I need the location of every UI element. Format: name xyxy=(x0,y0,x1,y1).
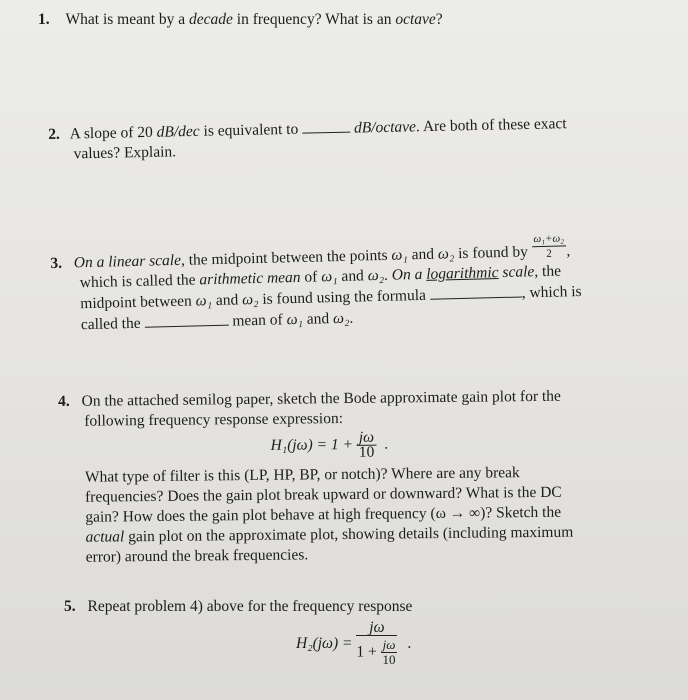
question-3-line-2: which is called the arithmetic mean of ω₁ and ω₂. On a logarithmic scale, the xyxy=(79,262,562,292)
question-4-line-7: error) around the break frequencies. xyxy=(85,546,309,566)
question-5-number: 5. xyxy=(64,598,76,615)
question-4-line-4: frequencies? Does the gain plot break upward or downward? What is the DC xyxy=(85,483,562,506)
question-2-number: 2. xyxy=(48,125,61,143)
answer-blank-mean-type[interactable] xyxy=(144,311,228,328)
answer-blank-formula[interactable] xyxy=(430,282,522,299)
question-3-line-1: 3. On a linear scale, the midpoint between the points ω₁ and ω₂ is found by $\frac{\text{ω₁+ω₂}}{2}$ , xyxy=(50,232,571,273)
arithmetic-mean-fraction: $\frac{\text{ω₁+ω₂}}{2}$ xyxy=(531,231,566,261)
question-4-equation: H₁(jω) = 1 + $\frac{j\omega}{10}$ . xyxy=(270,428,389,461)
answer-blank-db-octave[interactable] xyxy=(302,118,350,134)
question-5-inner-fraction: $\frac{j\omega}{10}$ xyxy=(382,637,396,667)
question-2 xyxy=(48,113,567,165)
question-4-line-6: actual gain plot on the approximate plot, showing details (including maximum xyxy=(85,523,574,546)
question-4-line-1: 4. On the attached semilog paper, sketch the Bode approximate gain plot for the xyxy=(58,387,561,410)
question-4-line-5: gain? How does the gain plot behave at high frequency (ω → ∞)? Sketch the xyxy=(85,503,562,526)
question-5 xyxy=(64,597,412,667)
question-5-line-1: 5. Repeat problem 4) above for the frequency response xyxy=(64,598,413,615)
question-5-equation: H₂(jω) = jω 1 + $\frac{j\omega}{10}$ . xyxy=(296,619,412,667)
question-4-equation-fraction: $\frac{j\omega}{10}$ xyxy=(358,428,375,461)
question-3 xyxy=(50,232,582,336)
question-3-line-4: called the mean of ω₁ and ω₂. xyxy=(80,309,354,334)
question-2-line-1: 2. A slope of 20 dB/dec is equivalent to dB/octave. Are both of these exact xyxy=(48,115,567,143)
question-3-line-3: midpoint between ω₁ and ω₂ is found using the formula , which is xyxy=(80,283,582,313)
question-4-number: 4. xyxy=(58,392,70,410)
question-4-line-2: following frequency response expression: xyxy=(84,410,344,430)
question-5-equation-fraction: jω 1 + $\frac{j\omega}{10}$ xyxy=(356,619,396,667)
question-3-number: 3. xyxy=(50,254,63,273)
question-1-text: What is meant by a decade in frequency? What is an octave? xyxy=(65,11,443,28)
question-4 xyxy=(58,387,574,568)
question-1 xyxy=(38,10,443,30)
question-2-line-2: values? Explain. xyxy=(73,143,177,163)
question-4-line-3: What type of filter is this (LP, HP, BP, or notch)? Where are any break xyxy=(84,464,520,486)
question-1-number: 1. xyxy=(38,11,50,28)
